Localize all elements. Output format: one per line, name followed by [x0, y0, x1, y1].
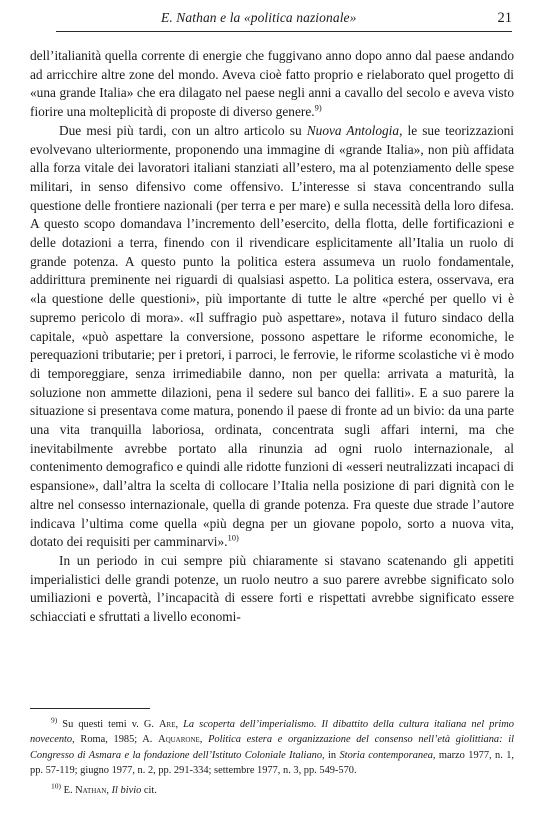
fn9-segment: Storia contemporanea: [339, 749, 433, 761]
paragraph-1: [30, 47, 514, 122]
running-title: E. Nathan e la «politica nazionale»: [161, 10, 357, 25]
fn10-segment: ,: [106, 784, 112, 796]
footnote-10-mark: 10): [51, 781, 61, 791]
body-text: [30, 47, 514, 627]
fn9-segment: ,: [175, 719, 184, 730]
page-header: [56, 8, 512, 30]
fn9-segment: Are: [159, 719, 176, 730]
footnote-9-mark: 9): [51, 715, 58, 725]
fn9-segment: Aquarone: [158, 734, 200, 746]
fn9-segment: Su questi temi v. G.: [62, 719, 160, 730]
paragraph-3: In un periodo in cui sempre più chiaramente si stavano scatenando gli appetiti imperialistici delle grandi potenze, un ruolo neutro a suo parere avrebbe significato solo umiliazioni e povertà, l’incapacità di essere forti e rispettati avrebbe significato essere schiacciati e sfruttati a livello economi-: [30, 552, 514, 625]
header-rule: [56, 31, 512, 32]
footnote-9-text: [30, 719, 514, 776]
paragraph-2: [30, 122, 514, 552]
fn9-segment: , Roma, 1985; A.: [72, 734, 159, 746]
fn10-segment: cit.: [141, 784, 157, 796]
fn10-segment: Nathan: [75, 784, 107, 796]
journal-title: Nuova Antologia: [306, 122, 400, 138]
page-number: 21: [497, 10, 512, 26]
footnotes: [30, 717, 514, 798]
paragraph-1-text: dell’italianità quella corrente di energie che fuggivano anno dopo anno dal paese andando ad arricchire altre zone del mondo. Aveva cioè fatto proprio e rielaborato quel progetto di «una grande Italia» che era dilagato nel paese negli anni a cavallo del secolo e aveva visto fiorire una molteplicità di proposte di diverso genere.: [30, 48, 514, 120]
footnote-ref-9: 9): [314, 102, 322, 113]
fn10-segment: Il bivio: [111, 784, 142, 796]
fn10-segment: E.: [63, 784, 76, 796]
fn9-segment: ,: [199, 734, 209, 746]
fn9-segment: , marzo 1977, n. 1, pp. 57-119; giugno 1977, n. 2, pp. 291-334; settembre 1977, n. 3, pp. 549-570.: [30, 749, 514, 777]
footnote-ref-10: 10): [227, 532, 239, 543]
paragraph-2-text: Due mesi più tardi, con un altro articolo su Nuova Antologia, le sue teorizzazioni evolvevano ulteriormente, proponendo una immagine di «grande Italia», non più affidata alla forza vitale dei lavoratori italiani stanziati all’estero, ma al potenziamento delle spese militari, in senso difensivo come offensivo. L’interesse si stava concentrando sulla questione delle frontiere nazionali (per terra e per mare) e sulla necessità della loro difesa. A questo scopo domandava l’incremento dell’esercito, della flotta, delle fortificazioni e delle dotazioni a terra, finendo con il rivendicare esplicitamente all’Italia un ruolo di grande potenza. A questo punto la politica estera assumeva un ruolo fondamentale, addirittura preminente nei riguardi di qualsiasi aspetto. La politica estera, osservava, era «la questione delle questioni», più importante di tutte le altre «perché per quello vi è supremo pericolo di mora». «Il suffragio può aspettare», notava il futuro sindaco della capitale, «può aspettare la conversione, possono aspettare le riforme economiche, le perequazioni tributarie; per i pretori, i parroci, le ferrovie, le riforme scolastiche vi è modo di temporeggiare, senza irrimediabile danno, non per quella: arrivata a maturità, la soluzione non ammette dilazioni, pena il sedere sul banco dei falliti». E a suo parere la situazione si presentava come matura, ponendo il paese di fronte ad un bivio: da una parte una vita tranquilla laboriosa, ordinata, concentrata sugli affari interni, ma che inevitabilmente avrebbe portato alla rinunzia ad ogni ruolo internazionale, al contenimento demografico e quindi alle ridotte funzioni di «esseri neutralizzati incapaci di espansione», dall’altra la scelta di collocare l’Italia nella posizione di pari dignità con le altre nel consesso internazionale, quella di grande potenza. Fra queste due strade l’autore indicava l’ultima come quella «più degna per un giovane popolo, sorto a nuova vita, dotato dei requisiti per camminarvi».: [30, 122, 514, 550]
footnote-10: [30, 783, 514, 798]
footnote-rule: [30, 708, 150, 709]
fn9-segment: La scoperta dell’imperialismo. Il dibattito della cultura italiana nel primo novecento: [30, 719, 514, 746]
fn9-segment: Politica estera e organizzazione del consenso nell’età giolittiana: il Congresso di Asmara e la fondazione dell’Istituto Coloniale Italiano: [30, 734, 514, 761]
footnote-9: [30, 717, 514, 779]
footnote-10-text: [64, 785, 157, 796]
fn9-segment: , in: [322, 749, 340, 761]
